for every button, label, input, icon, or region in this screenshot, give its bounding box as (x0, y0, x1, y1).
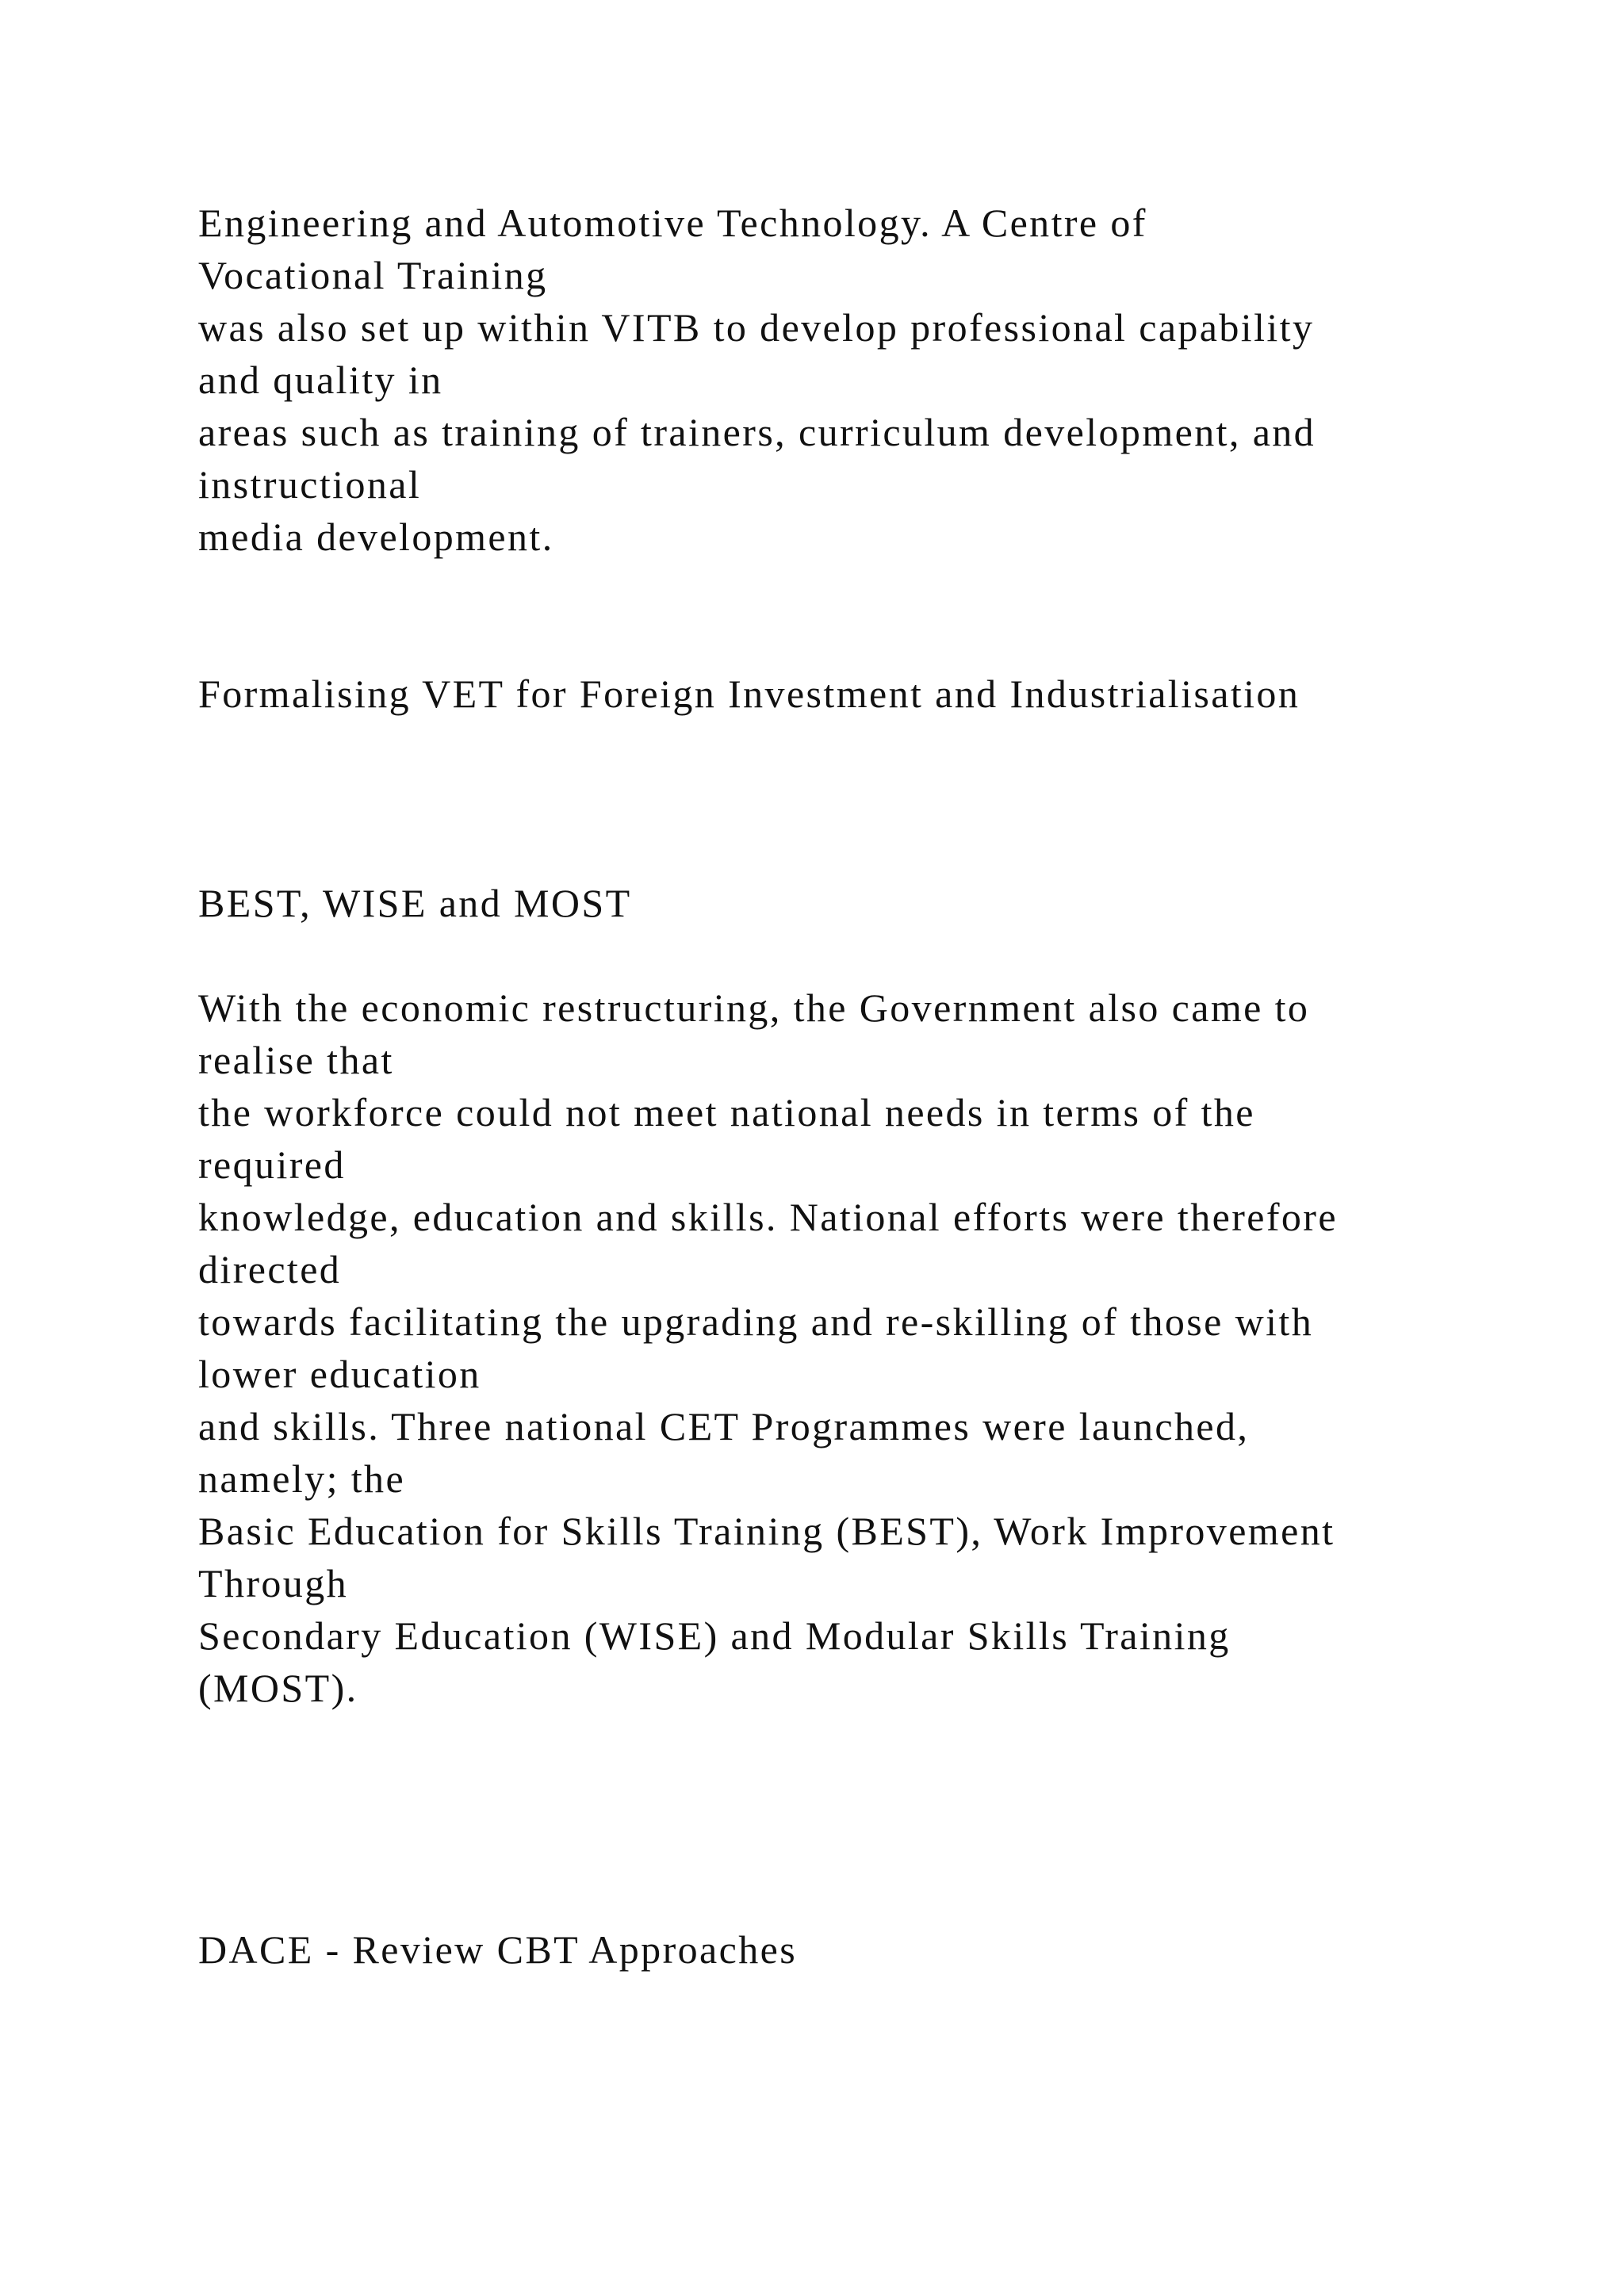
text-line: towards facilitating the upgrading and re-skilling of those with (198, 1299, 1314, 1344)
text-line: Secondary Education (WISE) and Modular Skills Training (198, 1613, 1231, 1658)
text-line: was also set up within VITB to develop professional capability (198, 305, 1315, 350)
text-line: Through (198, 1561, 348, 1605)
text-line: With the economic restructuring, the Government also came to (198, 985, 1310, 1030)
text-line: required (198, 1142, 346, 1187)
text-line: knowledge, education and skills. National efforts were therefore (198, 1195, 1338, 1239)
text-line: lower education (198, 1352, 481, 1396)
section-heading-best-wise-most: BEST, WISE and MOST (198, 881, 632, 925)
text-line: realise that (198, 1038, 394, 1082)
text-line: directed (198, 1247, 342, 1292)
text-line: Engineering and Automotive Technology. A Centre of (198, 201, 1147, 245)
text-line: instructional (198, 462, 422, 507)
text-line: and quality in (198, 358, 443, 402)
text-line: (MOST). (198, 1666, 358, 1710)
text-line: areas such as training of trainers, curriculum development, and (198, 410, 1316, 454)
text-line: the workforce could not meet national needs in terms of the (198, 1090, 1255, 1135)
text-line: namely; the (198, 1456, 406, 1501)
text-line: and skills. Three national CET Programmes were launched, (198, 1404, 1250, 1448)
text-line: Basic Education for Skills Training (BEST), Work Improvement (198, 1509, 1335, 1553)
text-line: media development. (198, 515, 554, 559)
text-line: Vocational Training (198, 253, 548, 297)
section-heading-formalising-vet: Formalising VET for Foreign Investment and Industrialisation (198, 672, 1300, 716)
section-heading-dace-review: DACE - Review CBT Approaches (198, 1927, 798, 1972)
